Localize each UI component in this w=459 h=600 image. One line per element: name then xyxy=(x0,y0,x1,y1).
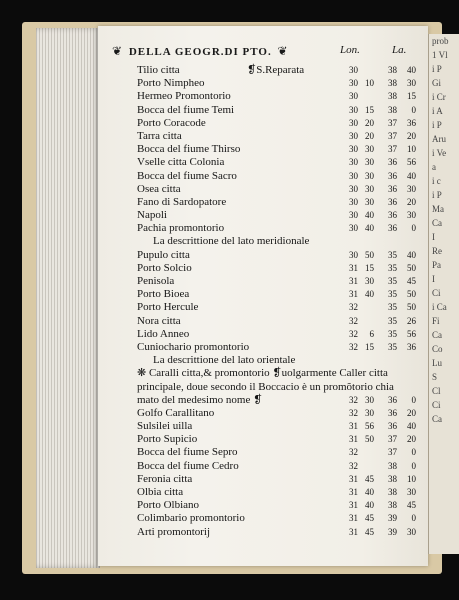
lon-minutes: 45 xyxy=(365,473,374,484)
place-name: Porto Solcio xyxy=(137,261,192,274)
table-row xyxy=(137,262,427,275)
place-name: Feronia citta xyxy=(137,472,193,485)
place-name: Pupulo citta xyxy=(137,248,190,261)
lon-degrees: 30 xyxy=(349,78,358,89)
lon-degrees: 32 xyxy=(349,328,358,339)
facing-page-text: Lu xyxy=(432,358,442,368)
lon-minutes: 15 xyxy=(365,341,374,352)
lon-degrees: 32 xyxy=(349,302,358,313)
facing-page-text: i P xyxy=(432,120,442,130)
lon-minutes: 10 xyxy=(365,78,374,89)
table-row xyxy=(137,315,427,328)
lon-degrees: 30 xyxy=(349,104,358,115)
table-row xyxy=(137,288,427,301)
lon-degrees: 32 xyxy=(349,394,358,405)
lat-minutes: 30 xyxy=(407,183,416,194)
lon-minutes: 50 xyxy=(365,249,374,260)
lon-minutes: 30 xyxy=(365,276,374,286)
table-row xyxy=(137,64,427,77)
lon-degrees: 30 xyxy=(349,170,358,181)
lat-minutes: 0 xyxy=(411,460,416,471)
lat-degrees: 39 xyxy=(388,513,397,524)
table-row xyxy=(137,460,427,473)
table-row xyxy=(137,156,427,169)
lat-degrees: 38 xyxy=(388,78,397,89)
lon-minutes: 20 xyxy=(365,117,374,128)
table-row xyxy=(137,170,427,183)
lat-degrees: 36 xyxy=(388,196,397,207)
lon-minutes: 40 xyxy=(365,500,374,511)
table-row xyxy=(137,341,427,354)
table-row xyxy=(137,512,427,525)
lon-minutes: 20 xyxy=(365,130,374,141)
lon-minutes: 30 xyxy=(365,407,374,418)
lon-minutes: 30 xyxy=(365,183,374,194)
lon-degrees: 31 xyxy=(349,487,358,497)
page-edges xyxy=(36,28,100,568)
place-name: Porto Olbiano xyxy=(137,499,200,512)
lat-minutes: 20 xyxy=(407,434,416,445)
lat-minutes: 0 xyxy=(411,223,416,234)
lon-degrees: 30 xyxy=(349,157,358,168)
lon-degrees: 31 xyxy=(349,513,358,524)
lat-minutes: 10 xyxy=(407,473,416,484)
facing-page-text: Ci xyxy=(432,400,441,410)
place-name: Napoli xyxy=(137,209,167,222)
lat-minutes: 56 xyxy=(407,157,416,168)
lat-degrees: 35 xyxy=(388,341,397,352)
facing-page-edge xyxy=(428,34,459,554)
facing-page-text: S xyxy=(432,372,438,382)
table-row xyxy=(137,90,427,103)
lat-minutes: 0 xyxy=(411,104,416,115)
lon-minutes: 30 xyxy=(365,144,374,155)
table-row xyxy=(137,222,427,235)
lon-minutes: 30 xyxy=(365,394,374,405)
lon-degrees: 31 xyxy=(349,434,358,445)
table-row xyxy=(137,407,427,420)
place-name: Golfo Carallitano xyxy=(137,406,215,419)
lat-degrees: 36 xyxy=(388,421,397,432)
gazetteer-table xyxy=(137,64,427,539)
lat-minutes: 45 xyxy=(407,276,416,286)
lat-minutes: 30 xyxy=(407,487,416,497)
lat-minutes: 20 xyxy=(407,196,416,207)
lat-degrees: 36 xyxy=(388,157,397,168)
table-row xyxy=(137,117,427,130)
lat-degrees: 36 xyxy=(388,183,397,194)
lon-minutes: 30 xyxy=(365,157,374,168)
facing-page-text: Gi xyxy=(432,78,441,88)
facing-page-text: I xyxy=(432,274,435,284)
facing-page-text: Ma xyxy=(432,204,444,214)
lat-minutes: 40 xyxy=(407,421,416,432)
table-row xyxy=(137,301,427,314)
lat-degrees: 38 xyxy=(388,473,397,484)
lat-minutes: 36 xyxy=(407,117,416,128)
place-name: Arti promontorij xyxy=(137,525,211,538)
table-row xyxy=(137,446,427,459)
lat-degrees: 38 xyxy=(388,91,397,102)
lon-degrees: 31 xyxy=(349,526,358,537)
facing-page-text: Ci xyxy=(432,288,441,298)
facing-page-text: i Cr xyxy=(432,92,446,102)
lat-degrees: 37 xyxy=(388,447,397,458)
lat-degrees: 36 xyxy=(388,223,397,234)
lon-minutes: 40 xyxy=(365,223,374,234)
lon-degrees: 32 xyxy=(349,447,358,458)
facing-page-text: Ca xyxy=(432,330,442,340)
column-header-la: La. xyxy=(392,44,407,56)
facing-page-text: i A xyxy=(432,106,443,116)
place-name: Olbia citta xyxy=(137,486,184,498)
place-name: Tarra citta xyxy=(137,129,182,142)
lat-minutes: 10 xyxy=(407,144,416,155)
lon-degrees: 32 xyxy=(349,407,358,418)
facing-page-text: i Ca xyxy=(432,302,447,312)
lon-degrees: 32 xyxy=(349,341,358,352)
lon-degrees: 31 xyxy=(349,262,358,273)
table-row xyxy=(137,394,427,407)
lat-degrees: 39 xyxy=(388,526,397,537)
place-name: Nora citta xyxy=(137,314,181,327)
lat-minutes: 40 xyxy=(407,170,416,181)
lat-minutes: 40 xyxy=(407,65,416,75)
lon-minutes: 56 xyxy=(365,421,374,432)
lon-degrees: 30 xyxy=(349,249,358,260)
lon-degrees: 30 xyxy=(349,144,358,155)
lat-minutes: 50 xyxy=(407,302,416,313)
running-header xyxy=(112,44,422,60)
lat-minutes: 20 xyxy=(407,407,416,418)
lat-minutes: 50 xyxy=(407,289,416,300)
lon-degrees: 31 xyxy=(349,473,358,484)
facing-page-text: Fi xyxy=(432,316,440,326)
facing-page-text: i c xyxy=(432,176,441,186)
place-note: ❡S.Reparata xyxy=(247,64,305,76)
lat-degrees: 36 xyxy=(388,210,397,221)
lon-minutes: 45 xyxy=(365,526,374,537)
facing-page-text: Co xyxy=(432,344,443,354)
lon-minutes: 50 xyxy=(365,434,374,445)
table-row xyxy=(137,381,427,394)
lat-minutes: 30 xyxy=(407,526,416,537)
lat-minutes: 45 xyxy=(407,500,416,511)
lon-degrees: 31 xyxy=(349,289,358,300)
lat-degrees: 35 xyxy=(388,302,397,313)
lat-minutes: 30 xyxy=(407,210,416,221)
facing-page-text: Aru xyxy=(432,134,446,144)
lon-minutes: 40 xyxy=(365,289,374,300)
lat-minutes: 30 xyxy=(407,78,416,89)
place-name: Hermeo Promontorio xyxy=(137,90,231,103)
fleuron-icon: ❦ xyxy=(277,44,289,58)
lat-degrees: 35 xyxy=(388,276,397,286)
place-name: Bocca del fiume Sepro xyxy=(137,446,238,459)
lat-minutes: 36 xyxy=(407,341,416,352)
lat-degrees: 38 xyxy=(388,65,397,75)
table-row xyxy=(137,275,427,288)
place-name: principale, doue secondo il Boccacio è un promõtorio chia xyxy=(137,380,394,393)
place-name: Colimbario promontorio xyxy=(137,512,245,525)
lat-degrees: 35 xyxy=(388,249,397,260)
facing-page-text: a xyxy=(432,162,436,172)
table-row xyxy=(137,104,427,117)
place-name: Bocca del fiume Sacro xyxy=(137,169,237,182)
lon-degrees: 30 xyxy=(349,196,358,207)
lon-degrees: 30 xyxy=(349,183,358,194)
lon-minutes: 15 xyxy=(365,104,374,115)
lat-degrees: 36 xyxy=(388,407,397,418)
lat-degrees: 37 xyxy=(388,117,397,128)
place-name: Porto Nimpheo xyxy=(137,77,205,90)
facing-page-text: i P xyxy=(432,64,442,74)
table-row xyxy=(137,328,427,341)
table-row xyxy=(137,130,427,143)
place-name: Cuniochario promontorio xyxy=(137,340,250,353)
lon-degrees: 30 xyxy=(349,117,358,128)
table-row xyxy=(137,499,427,512)
lat-degrees: 35 xyxy=(388,289,397,300)
place-name: Bocca del fiume Thirso xyxy=(137,143,241,156)
facing-page-text: i Ve xyxy=(432,148,447,158)
facing-page-text: Cl xyxy=(432,386,441,396)
lat-degrees: 38 xyxy=(388,487,397,497)
lat-minutes: 40 xyxy=(407,249,416,260)
table-row xyxy=(137,249,427,262)
lat-minutes: 56 xyxy=(407,328,416,339)
lon-minutes: 6 xyxy=(369,328,374,339)
table-row xyxy=(137,433,427,446)
lon-minutes: 15 xyxy=(365,262,374,273)
facing-page-text: Re xyxy=(432,246,442,256)
facing-page-text: I xyxy=(432,232,435,242)
lat-degrees: 38 xyxy=(388,104,397,115)
place-name: Porto Coracode xyxy=(137,116,206,129)
table-row xyxy=(137,196,427,209)
place-name: La descrittione del lato orientale xyxy=(153,354,296,367)
table-row xyxy=(137,183,427,196)
lat-degrees: 37 xyxy=(388,130,397,141)
place-name: Porto Supicio xyxy=(137,433,198,446)
lat-degrees: 38 xyxy=(388,460,397,471)
section-heading xyxy=(137,354,427,367)
place-name: Bocca del fiume Cedro xyxy=(137,459,239,472)
lat-degrees: 35 xyxy=(388,328,397,339)
lon-minutes: 45 xyxy=(365,513,374,524)
lat-minutes: 15 xyxy=(407,91,416,102)
lat-degrees: 35 xyxy=(388,262,397,273)
table-row xyxy=(137,77,427,90)
facing-page-text: Ca xyxy=(432,218,442,228)
lon-degrees: 30 xyxy=(349,223,358,234)
lat-minutes: 26 xyxy=(407,315,416,326)
place-name: Sulsilei uilla xyxy=(137,420,193,433)
place-name: Osea citta xyxy=(137,182,181,195)
section-heading xyxy=(137,235,427,248)
lon-minutes: 30 xyxy=(365,170,374,181)
header-title: DELLA GEOGR.DI PTO. xyxy=(128,46,272,58)
lon-degrees: 31 xyxy=(349,276,358,286)
table-row xyxy=(137,420,427,433)
lon-minutes: 40 xyxy=(365,210,374,221)
lat-minutes: 50 xyxy=(407,262,416,273)
fleuron-icon: ❦ xyxy=(112,44,124,58)
table-row xyxy=(137,473,427,486)
lat-degrees: 36 xyxy=(388,394,397,405)
place-name: ❋ Caralli citta,& promontorio ❡uolgarmente Caller citta xyxy=(137,367,388,380)
lon-degrees: 32 xyxy=(349,315,358,326)
lon-minutes: 30 xyxy=(365,196,374,207)
lat-degrees: 37 xyxy=(388,144,397,155)
place-name: Tilio citta xyxy=(137,64,180,76)
lon-degrees: 31 xyxy=(349,421,358,432)
lat-degrees: 35 xyxy=(388,315,397,326)
table-row xyxy=(137,367,427,380)
lat-degrees: 36 xyxy=(388,170,397,181)
facing-page-text: i P xyxy=(432,190,442,200)
table-row xyxy=(137,143,427,156)
place-name: Pachia promontorio xyxy=(137,222,225,235)
table-row xyxy=(137,486,427,499)
facing-page-text: Ca xyxy=(432,414,442,424)
table-row xyxy=(137,526,427,539)
place-name: La descrittione del lato meridionale xyxy=(153,235,310,248)
place-name: Porto Bioea xyxy=(137,288,190,301)
lat-minutes: 0 xyxy=(411,447,416,458)
facing-page-text: Pa xyxy=(432,260,441,270)
place-name: Bocca del fiume Temi xyxy=(137,103,235,116)
lat-minutes: 0 xyxy=(411,394,416,405)
lon-degrees: 30 xyxy=(349,65,358,75)
lat-minutes: 20 xyxy=(407,130,416,141)
facing-page-text: 1 Vl xyxy=(432,50,448,60)
place-name: Vselle citta Colonia xyxy=(137,156,225,169)
lat-degrees: 37 xyxy=(388,434,397,445)
lon-minutes: 40 xyxy=(365,487,374,497)
table-row xyxy=(137,209,427,222)
lon-degrees: 30 xyxy=(349,130,358,141)
lon-degrees: 31 xyxy=(349,500,358,511)
lon-degrees: 30 xyxy=(349,91,358,102)
place-name: Porto Hercule xyxy=(137,301,199,314)
facing-page-text: prob xyxy=(432,36,449,46)
lon-degrees: 30 xyxy=(349,210,358,221)
place-name: mato del medesimo nome ❡ xyxy=(137,393,263,406)
place-name: Penisola xyxy=(137,275,175,287)
place-name: Fano di Sardopatore xyxy=(137,195,227,208)
lon-degrees: 32 xyxy=(349,460,358,471)
lat-minutes: 0 xyxy=(411,513,416,524)
place-name: Lido Anneo xyxy=(137,327,190,340)
lat-degrees: 38 xyxy=(388,500,397,511)
column-header-lon: Lon. xyxy=(340,44,360,56)
